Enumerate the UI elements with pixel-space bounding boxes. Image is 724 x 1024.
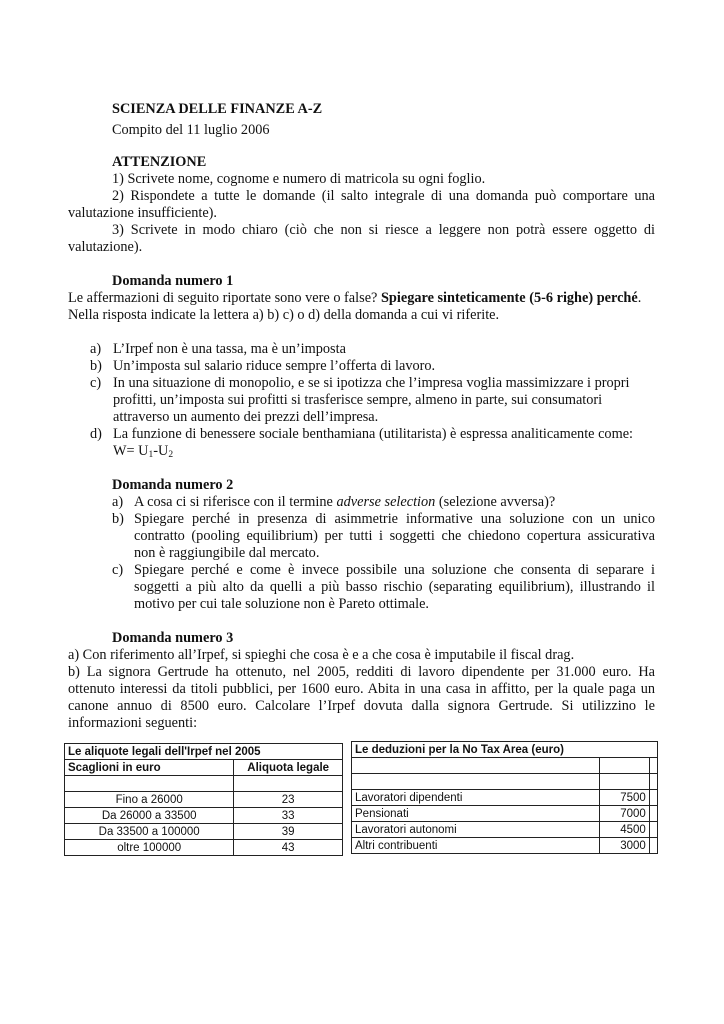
question-2-item-c-line-2: soggetti a più alto da quelli a più basso rischio (separating equilibrium), illustrando il — [134, 579, 655, 595]
amount-cell: 7500 — [599, 790, 649, 806]
table-row — [65, 808, 343, 824]
bracket-cell: Fino a 26000 — [65, 792, 234, 808]
rule-1: 1) Scrivete nome, cognome e numero di matricola su ogni foglio. — [112, 171, 486, 187]
question-1-item-c-line-1: In una situazione di monopolio, e se si ipotizza che l’impresa voglia massimizzare i propri — [113, 375, 630, 391]
empty-cell — [65, 776, 234, 792]
empty-cell — [599, 774, 649, 790]
item-marker: a) — [90, 341, 102, 357]
tax-rates-table-title: Le aliquote legali dell'Irpef nel 2005 — [65, 744, 343, 760]
item-marker: b) — [90, 358, 102, 374]
category-cell: Pensionati — [352, 806, 600, 822]
table-row — [352, 774, 658, 790]
question-2-item-c-line-1: Spiegare perché e come è invece possibile una soluzione che consenta di separare i — [134, 562, 655, 578]
question-3-title: Domanda numero 3 — [112, 630, 234, 646]
question-2-item-c-line-3: motivo per cui tale soluzione non è Pareto ottimale. — [134, 596, 429, 612]
item-marker: d) — [90, 426, 102, 442]
rate-cell: 43 — [234, 840, 343, 856]
empty-cell — [649, 774, 657, 790]
question-1-item-c-line-3: attraverso un aumento dei prezzi dell’impresa. — [113, 409, 379, 425]
item-marker: c) — [90, 375, 102, 391]
table-row — [65, 840, 343, 856]
table-row — [352, 838, 658, 854]
empty-cell — [234, 776, 343, 792]
question-1-title: Domanda numero 1 — [112, 273, 234, 289]
empty-cell — [352, 774, 600, 790]
item-marker: c) — [112, 562, 124, 578]
table-row — [352, 806, 658, 822]
category-cell: Lavoratori dipendenti — [352, 790, 600, 806]
item-marker: a) — [112, 494, 124, 510]
table-title-row — [352, 742, 658, 758]
empty-cell — [599, 758, 649, 774]
question-3-part-a: a) Con riferimento all’Irpef, si spieghi che cosa è e a che cosa è imputabile il fiscal drag. — [68, 647, 575, 663]
item-marker: b) — [112, 511, 124, 527]
table-row — [352, 758, 658, 774]
table-header-row — [65, 760, 343, 776]
formula-minus-u: -U — [153, 443, 169, 459]
question-1-item-a: L’Irpef non è una tassa, ma è un’imposta — [113, 341, 346, 357]
deductions-table — [351, 741, 658, 854]
adverse-selection-term: adverse selection — [336, 494, 436, 510]
rate-cell: 39 — [234, 824, 343, 840]
amount-cell: 4500 — [599, 822, 649, 838]
empty-cell — [649, 822, 657, 838]
question-1-item-d-line-1: La funzione di benessere sociale benthamiana (utilitarista) è espressa analiticamente come: — [113, 426, 634, 442]
question-2-item-b-line-1: Spiegare perché in presenza di asimmetrie informative una soluzione con un unico — [134, 511, 655, 527]
empty-cell — [352, 758, 600, 774]
column-header-rate: Aliquota legale — [234, 760, 343, 776]
welfare-formula — [113, 443, 173, 460]
empty-cell — [649, 758, 657, 774]
bracket-cell: Da 33500 a 100000 — [65, 824, 234, 840]
rule-3-line-2: valutazione). — [68, 239, 143, 255]
category-cell: Lavoratori autonomi — [352, 822, 600, 838]
rule-3-line-1: 3) Scrivete in modo chiaro (ciò che non si riesce a leggere non potrà essere oggetto di — [112, 222, 655, 238]
rule-2-line-1: 2) Rispondete a tutte le domande (il salto integrale di una domanda può comportare una — [112, 188, 655, 204]
question-1-instruction: Nella risposta indicate la lettera a) b) c) o d) della domanda a cui vi riferite. — [68, 307, 500, 323]
bracket-cell: Da 26000 a 33500 — [65, 808, 234, 824]
category-cell: Altri contribuenti — [352, 838, 600, 854]
attention-heading: ATTENZIONE — [112, 154, 207, 170]
question-1-intro-emphasis: Spiegare sinteticamente (5-6 righe) perché — [380, 290, 638, 306]
question-2-item-a — [134, 494, 555, 511]
question-3-part-b-line-2: ottenuto interessi da titoli pubblici, per 1600 euro. Abita in una casa in affitto, per la quale paga un — [68, 681, 655, 697]
question-2-title: Domanda numero 2 — [112, 477, 234, 493]
tax-rates-table — [64, 743, 343, 856]
amount-cell: 3000 — [599, 838, 649, 854]
question-1-intro-text: Le affermazioni di seguito riportate sono vere o false? — [68, 290, 381, 306]
column-header-brackets: Scaglioni in euro — [65, 760, 234, 776]
table-row — [352, 822, 658, 838]
question-1-item-b: Un’imposta sul salario riduce sempre l’offerta di lavoro. — [113, 358, 436, 374]
table-row — [65, 776, 343, 792]
rate-cell: 23 — [234, 792, 343, 808]
table-title-row — [65, 744, 343, 760]
table-row — [65, 792, 343, 808]
rule-2-line-2: valutazione insufficiente). — [68, 205, 218, 221]
question-2-item-b-line-2: contratto (pooling equilibrium) per tutti i soggetti che chiedono copertura assicurativa — [134, 528, 655, 544]
question-1-item-c-line-2: profitti, un’imposta sui profitti si trasferisce sempre, almeno in parte, sui consumatori — [113, 392, 603, 408]
question-2-item-b-line-3: non è raggiungibile dal mercato. — [134, 545, 320, 561]
empty-cell — [649, 806, 657, 822]
formula-subscript-2: 2 — [168, 450, 174, 460]
empty-cell — [649, 838, 657, 854]
question-3-part-b-line-4: informazioni seguenti: — [68, 715, 198, 731]
formula-subscript-1: 1 — [148, 450, 154, 460]
rate-cell: 33 — [234, 808, 343, 824]
question-1-intro — [68, 290, 641, 307]
question-3-part-b-line-3: canone annuo di 8500 euro. Calcolare l’Irpef dovuta dalla signora Gertrude. Si utilizzino le — [68, 698, 655, 714]
table-row — [65, 824, 343, 840]
question-1-intro-period: . — [637, 290, 642, 306]
formula-w: W= U — [113, 443, 149, 459]
exam-date: Compito del 11 luglio 2006 — [112, 122, 270, 138]
question-2-item-a-tail: (selezione avversa)? — [435, 494, 556, 510]
question-3-part-b-line-1: b) La signora Gertrude ha ottenuto, nel 2005, redditi di lavoro dipendente per 31.000 euro. Ha — [68, 664, 655, 680]
question-2-item-a-text: A cosa ci si riferisce con il termine — [134, 494, 337, 510]
table-row — [352, 790, 658, 806]
deductions-table-title: Le deduzioni per la No Tax Area (euro) — [352, 742, 658, 758]
empty-cell — [649, 790, 657, 806]
course-title: SCIENZA DELLE FINANZE A-Z — [112, 101, 323, 117]
bracket-cell: oltre 100000 — [65, 840, 234, 856]
amount-cell: 7000 — [599, 806, 649, 822]
